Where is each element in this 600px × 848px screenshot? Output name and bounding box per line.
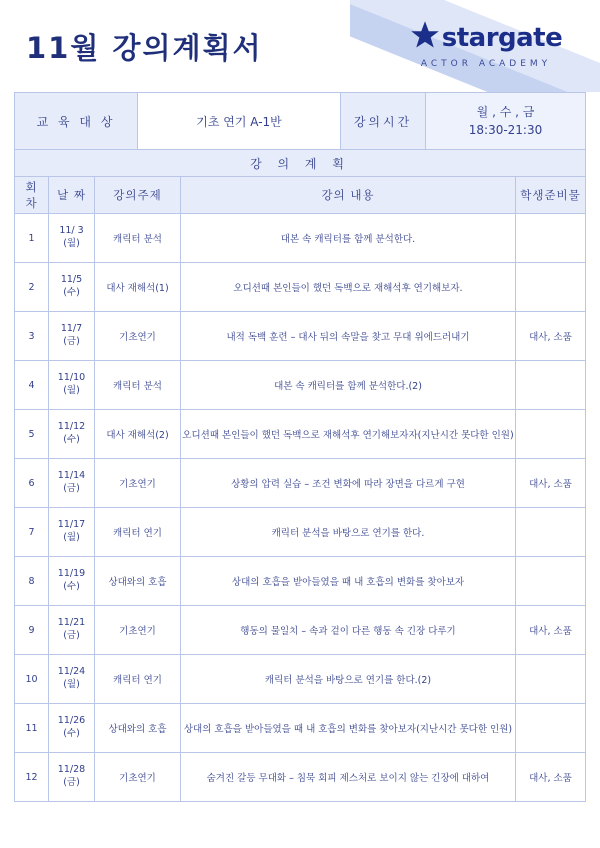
- cell-content: 상황의 압력 실습 – 조건 변화에 따라 장면을 다르게 구현: [181, 459, 516, 508]
- cell-date: [49, 704, 95, 753]
- cell-prep: 대사, 소품: [516, 753, 586, 802]
- cell-date-line2: (월): [63, 238, 80, 249]
- cell-prep: [516, 214, 586, 263]
- cell-prep: [516, 508, 586, 557]
- cell-date: [49, 214, 95, 263]
- cell-topic: 기초연기: [95, 312, 181, 361]
- cell-date: [49, 557, 95, 606]
- cell-date-line2: (금): [63, 630, 80, 641]
- column-header-no: [15, 177, 49, 214]
- cell-topic: 기초연기: [95, 459, 181, 508]
- cell-date: [49, 263, 95, 312]
- cell-no: 11: [15, 704, 49, 753]
- star-icon: [410, 20, 440, 55]
- cell-date-line1: 11/21: [57, 617, 86, 629]
- cell-date-line2: (수): [63, 287, 80, 298]
- schedule-table-body: [15, 214, 586, 802]
- cell-date: [49, 312, 95, 361]
- cell-prep: [516, 410, 586, 459]
- time-label: 강의시간: [341, 93, 426, 150]
- cell-content: 대본 속 캐릭터를 함께 분석한다.(2): [181, 361, 516, 410]
- table-row: [15, 557, 586, 606]
- cell-no: 5: [15, 410, 49, 459]
- cell-date-line2: (월): [63, 679, 80, 690]
- plan-banner-row: [15, 150, 586, 177]
- cell-no: 4: [15, 361, 49, 410]
- cell-prep: 대사, 소품: [516, 606, 586, 655]
- cell-content: 상대의 호흡을 받아들였을 때 내 호흡의 변화를 찾아보자: [181, 557, 516, 606]
- cell-date: [49, 410, 95, 459]
- target-value: 기초 연기 A-1반: [138, 93, 341, 150]
- cell-content: 오디션때 본인들이 했던 독백으로 재해석후 연기해보자자(지난시간 못다한 인원): [181, 410, 516, 459]
- cell-date: [49, 655, 95, 704]
- brand-name: stargate: [441, 22, 563, 53]
- cell-date-line2: (수): [63, 434, 80, 445]
- table-row: [15, 459, 586, 508]
- cell-date-line2: (월): [63, 385, 80, 396]
- cell-content: 오디션때 본인들이 했던 독백으로 재해석후 연기해보자.: [181, 263, 516, 312]
- cell-date-line1: 11/24: [57, 666, 86, 678]
- table-row: [15, 312, 586, 361]
- cell-date-line2: (월): [63, 532, 80, 543]
- cell-content: 캐릭터 분석을 바탕으로 연기를 한다.(2): [181, 655, 516, 704]
- cell-date-line1: 11/12: [57, 421, 86, 433]
- cell-no: 12: [15, 753, 49, 802]
- table-row: [15, 655, 586, 704]
- table-row: [15, 704, 586, 753]
- cell-date-line2: (수): [63, 581, 80, 592]
- column-header-content: 강의 내용: [181, 177, 516, 214]
- table-row: [15, 606, 586, 655]
- cell-no: 3: [15, 312, 49, 361]
- time-value: [426, 93, 586, 150]
- plan-banner-label: 강 의 계 획: [15, 150, 586, 177]
- table-row: [15, 508, 586, 557]
- column-header-date: 날 짜: [49, 177, 95, 214]
- cell-date-line1: 11/14: [57, 470, 86, 482]
- table-row: [15, 93, 586, 150]
- cell-prep: 대사, 소품: [516, 312, 586, 361]
- cell-content: 숨겨진 갈등 무대화 – 침묵 회피 제스처로 보이지 않는 긴장에 대하여: [181, 753, 516, 802]
- cell-prep: [516, 704, 586, 753]
- cell-topic: 대사 재해석(1): [95, 263, 181, 312]
- cell-date-line1: 11/ 3: [59, 225, 84, 237]
- table-row: [15, 361, 586, 410]
- cell-date-line1: 11/10: [57, 372, 86, 384]
- cell-date-line1: 11/5: [60, 274, 83, 286]
- cell-topic: 기초연기: [95, 753, 181, 802]
- cell-prep: [516, 361, 586, 410]
- table-row: [15, 753, 586, 802]
- cell-topic: 기초연기: [95, 606, 181, 655]
- cell-date: [49, 508, 95, 557]
- time-value-days: 월 , 수 , 금: [476, 105, 535, 119]
- cell-no: 10: [15, 655, 49, 704]
- table-row: [15, 263, 586, 312]
- cell-content: 행동의 물일치 – 속과 겉이 다른 행동 속 긴장 다루기: [181, 606, 516, 655]
- brand-tagline: ACTOR ACADEMY: [420, 59, 552, 69]
- page-header: [0, 0, 600, 92]
- page-title: 11월 강의계획서: [26, 31, 263, 65]
- cell-topic: 캐릭터 연기: [95, 508, 181, 557]
- cell-topic: 대사 재해석(2): [95, 410, 181, 459]
- target-label: 교 육 대 상: [15, 93, 138, 150]
- cell-content: 상대의 호흡을 받아들였을 때 내 호흡의 변화를 찾아보자(지난시간 못다한 인원): [181, 704, 516, 753]
- cell-topic: 상대와의 호흡: [95, 557, 181, 606]
- table-row: [15, 214, 586, 263]
- brand-logo: [396, 20, 576, 69]
- cell-prep: [516, 557, 586, 606]
- cell-topic: 캐릭터 분석: [95, 214, 181, 263]
- table-row: [15, 410, 586, 459]
- cell-content: 대본 속 캐릭터를 함께 분석한다.: [181, 214, 516, 263]
- cell-date-line2: (금): [63, 777, 80, 788]
- cell-no: 8: [15, 557, 49, 606]
- cell-no: 1: [15, 214, 49, 263]
- document-sheet: [0, 92, 600, 802]
- column-header-no-line1: 회: [25, 180, 38, 194]
- cell-no: 2: [15, 263, 49, 312]
- cell-prep: [516, 263, 586, 312]
- cell-no: 7: [15, 508, 49, 557]
- cell-date-line1: 11/19: [57, 568, 86, 580]
- cell-topic: 캐릭터 분석: [95, 361, 181, 410]
- cell-date-line2: (금): [63, 483, 80, 494]
- cell-date: [49, 606, 95, 655]
- cell-date-line1: 11/7: [60, 323, 83, 335]
- schedule-table: [14, 176, 586, 802]
- cell-date: [49, 361, 95, 410]
- cell-date-line2: (수): [63, 728, 80, 739]
- cell-date: [49, 459, 95, 508]
- cell-date-line1: 11/28: [57, 764, 86, 776]
- column-header-prep: 학생준비물: [516, 177, 586, 214]
- cell-topic: 캐릭터 연기: [95, 655, 181, 704]
- cell-date-line1: 11/17: [57, 519, 86, 531]
- cell-no: 6: [15, 459, 49, 508]
- cell-no: 9: [15, 606, 49, 655]
- time-value-hours: 18:30-21:30: [468, 123, 543, 137]
- cell-content: 캐릭터 분석을 바탕으로 연기를 한다.: [181, 508, 516, 557]
- cell-content: 내적 독백 훈련 – 대사 뒤의 속말을 찾고 무대 위에드러내기: [181, 312, 516, 361]
- cell-date: [49, 753, 95, 802]
- course-info-table: [14, 92, 586, 177]
- cell-prep: [516, 655, 586, 704]
- table-header-row: [15, 177, 586, 214]
- cell-topic: 상대와의 호흡: [95, 704, 181, 753]
- cell-prep: 대사, 소품: [516, 459, 586, 508]
- column-header-topic: 강의주제: [95, 177, 181, 214]
- cell-date-line2: (금): [63, 336, 80, 347]
- column-header-no-line2: 차: [25, 196, 38, 210]
- cell-date-line1: 11/26: [57, 715, 86, 727]
